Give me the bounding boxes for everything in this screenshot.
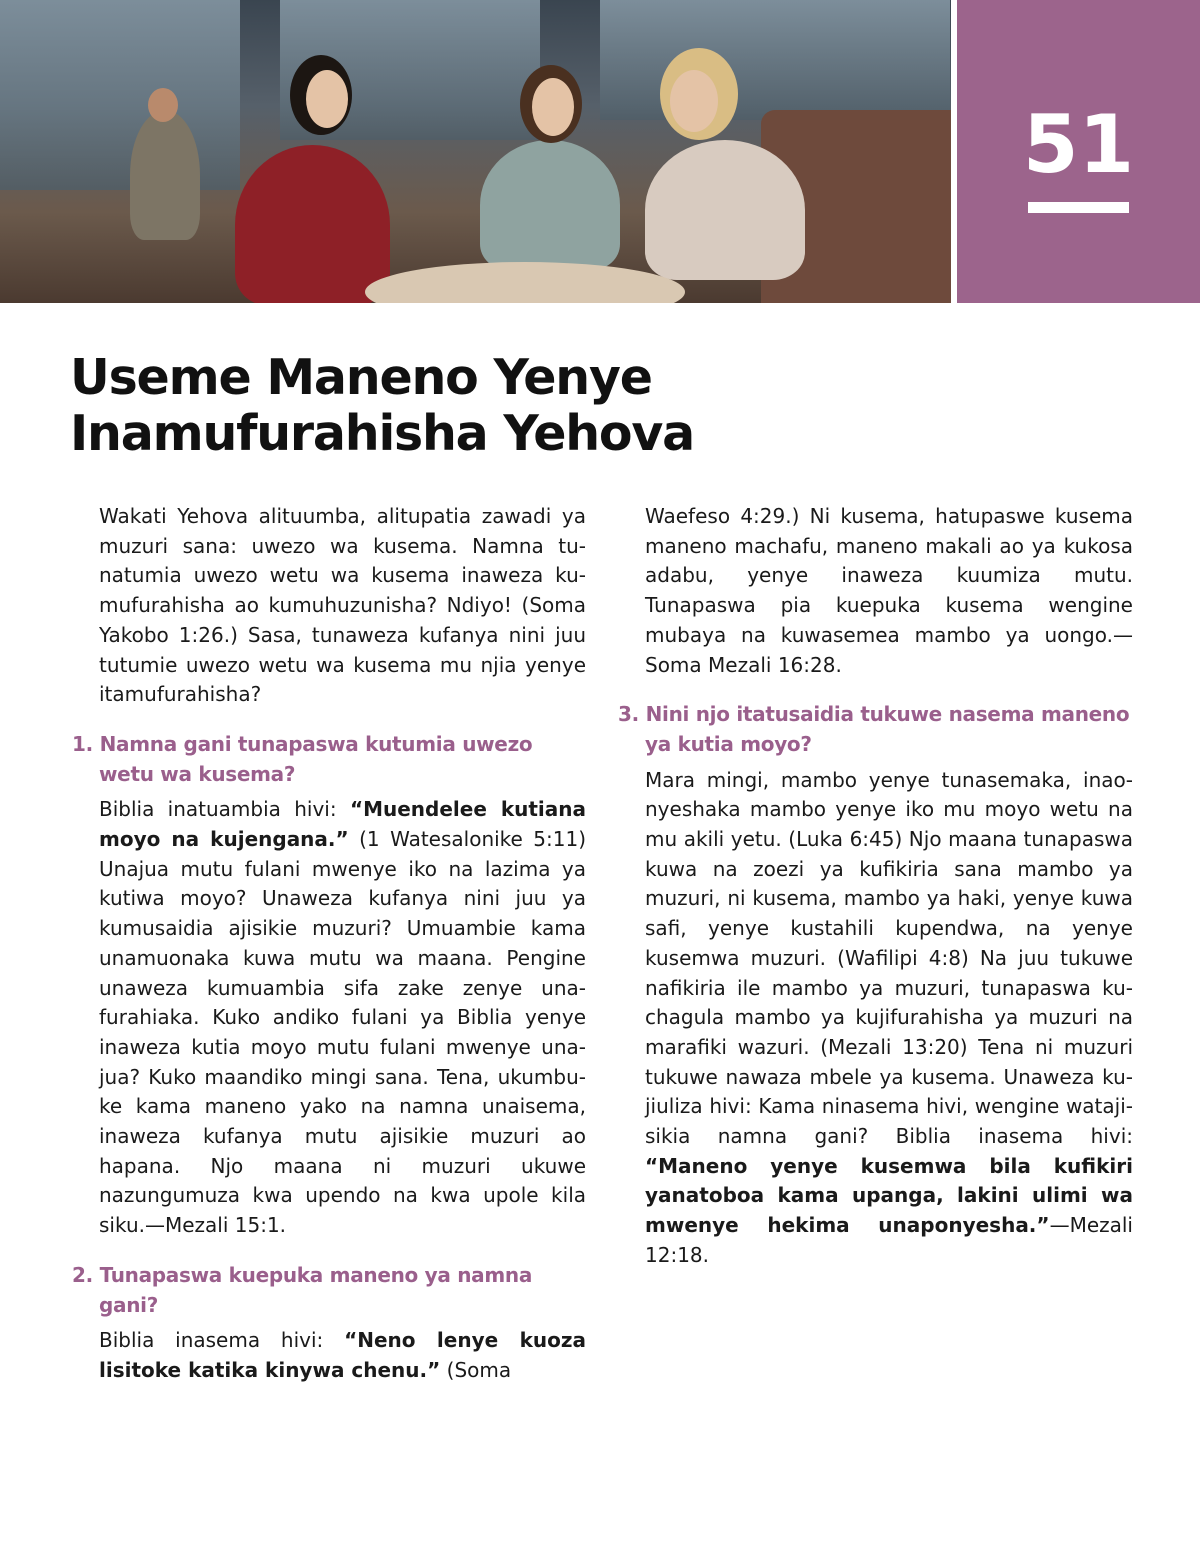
section-paragraph-2 [99, 1326, 586, 1385]
text: Mara mingi, mambo yenye tunasemaka, inaonyeshaka mambo yenye iko mu moyo wetu na mu akili yetu. (Luka 6:45) Njo maana tunapaswa kuwa na zoezi ya kufikiria sana mambo ya muzuri, ni kusema, mambo ya haki, yenye kuwa safi, yenye kustahili kupendwa, na yenye kusemwa muzuri. (Wafilipi 4:8) Na juu tukuwe nafikiria ile mambo ya muzuri, tunapaswa kuchagula mambo ya kujifurahisha ya muzuri na marafiki wazuri. (Mezali 13:20) Tena ni muzuri tukuwe nawaza mbele ya kusema. Unaweza kujiuliza hivi: Kama ninasema hivi, wengine watajisikia namna gani? Biblia inasema hivi: [645, 767, 1133, 1149]
cafe-photo [0, 0, 951, 303]
scripture-quote: “Neno lenye kuoza lisitoke katika kinywa chenu.” [99, 1328, 586, 1382]
section-heading-2: 2. Tunapaswa kuepuka maneno ya namna gani? [72, 1262, 533, 1317]
title-line-2: Inamufurahisha Yehova [70, 405, 694, 462]
lesson-number-box [957, 0, 1200, 303]
intro-paragraph: Wakati Yehova alituumba, alitupatia zawadi ya muzuri sana: uwezo wa kusema. Namna tunatumia uwezo wetu wa kusema inaweza kumufurahisha ao kumuhuzunisha? Ndiyo! (Soma Yakobo 1:26.) Sasa, tunaweza kufanya nini juu tutumie uwezo wetu wa kusema mu njia yenye itamufurahisha? [99, 504, 586, 707]
text: —Mezali 12:18. [645, 1213, 1133, 1267]
text: (1 Watesalonike 5:11) Unajua mutu fulani mwenye iko na lazima ya kutiwa moyo? Unaweza kufanya nini juu ya kumusaidia ajisikie muzuri? Umuambie kama unamuonaka kuwa mutu wa maana. Pengine unaweza kumuambia sifa zake zenye unafurahiaka. Kuko andiko fulani ya Biblia yenye inaweza kutia moyo mutu fulani mwenye unajua? Kuko maandiko mingi sana. Tena, ukumbuke kama maneno yako na namna unaisema, inaweza kufanya mutu ajisikie muzuri ao hapana. Njo maana ni muzuri ukuwe nazungumuza kwa upendo na kwa upole kila siku.—Mezali 15:1. [99, 827, 586, 1238]
section-heading-3: 3. Nini njo itatusaidia tukuwe nasema maneno ya kutia moyo? [618, 702, 1130, 756]
right-column-content [618, 502, 1133, 1291]
section-paragraph-3 [645, 766, 1133, 1271]
lesson-number-underline [1028, 202, 1129, 213]
section-paragraph-1 [99, 795, 586, 1241]
page-title [70, 350, 694, 462]
title-line-1: Useme Maneno Yenye [70, 349, 652, 406]
scripture-quote: “Maneno yenye kusemwa bila kufikiri yanatoboa kama upanga, lakini ulimi wa mwenye hekima unaponyesha.” [645, 1153, 1133, 1238]
scripture-quote: “Muendelee kutiana moyo na kujengana.” [99, 797, 587, 852]
text: Biblia inasema hivi: [99, 1328, 345, 1353]
text: (Soma [440, 1357, 512, 1382]
section-heading-1: 1. Namna gani tunapaswa kutumia uwezo wetu wa kusema? [72, 731, 533, 786]
left-column [72, 502, 586, 1406]
section-paragraph-2-continued: Waefeso 4:29.) Ni kusema, hatupaswe kusema maneno machafu, maneno makali ao ya kukosa adabu, yenye inaweza kuumiza mutu. Tunapaswa pia kuepuka kusema wengine mubaya na kuwasemea mambo ya uongo.—Soma Mezali 16:28. [645, 504, 1133, 677]
lesson-number: 51 [1022, 98, 1135, 191]
text: Biblia inatuambia hivi: [99, 797, 350, 822]
